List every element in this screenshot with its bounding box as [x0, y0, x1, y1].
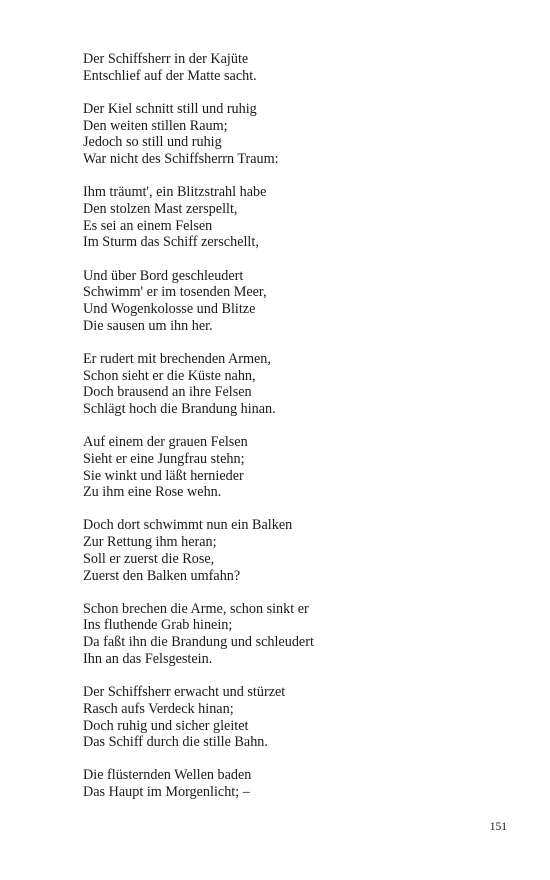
stanza [83, 351, 503, 418]
poem-line: Ihm träumt', ein Blitzstrahl habe [83, 184, 267, 201]
poem-line: Der Schiffsherr in der Kajüte [83, 51, 249, 67]
stanza [83, 684, 503, 751]
stanza [83, 101, 503, 168]
poem-line: Das Schiff durch die stille Bahn. [83, 734, 268, 751]
poem-line: Er rudert mit brechenden Armen, [83, 350, 271, 367]
stanza [83, 601, 503, 668]
poem-line: Der Schiffsherr erwacht und stürzet [83, 684, 286, 701]
poem-line: Schlägt hoch die Brandung hinan. [83, 400, 276, 417]
poem-line: Die flüsternden Wellen baden [83, 767, 252, 784]
poem-line: Zuerst den Balken umfahn? [83, 567, 241, 584]
poem-line: Sieht er eine Jungfrau stehn; [83, 450, 245, 467]
stanza [83, 268, 503, 335]
stanza [83, 517, 503, 584]
poem-line: Entschlief auf der Matte sacht. [83, 67, 257, 84]
poem-line: Da faßt ihn die Brandung und schleudert [83, 634, 314, 651]
page-number: 151 [489, 821, 507, 833]
stanza [83, 767, 503, 800]
poem-line: Jedoch so still und ruhig [83, 134, 222, 151]
poem-line: Rasch aufs Verdeck hinan; [83, 700, 234, 717]
poem-line: Auf einem der grauen Felsen [83, 434, 248, 451]
stanza [83, 184, 503, 251]
poem-line: Es sei an einem Felsen [83, 217, 213, 234]
poem-line: Den stolzen Mast zerspellt, [83, 200, 238, 217]
stanza [83, 51, 503, 84]
poem-line: Zur Rettung ihm heran; [83, 534, 217, 551]
poem-line: Doch ruhig und sicher gleitet [83, 717, 249, 734]
poem-line: Und Wogenkolosse und Blitze [83, 300, 256, 317]
stanza [83, 434, 503, 501]
poem-line: Den weiten stillen Raum; [83, 117, 228, 134]
poem-line: Ihn an das Felsgestein. [83, 650, 213, 667]
poem-line: Der Kiel schnitt still und ruhig [83, 100, 257, 117]
poem-line: Und über Bord geschleudert [83, 267, 244, 284]
poem-line: Zu ihm eine Rose wehn. [83, 484, 222, 501]
poem-line: Sie winkt und läßt hernieder [83, 467, 244, 484]
poem-line: Schwimm' er im tosenden Meer, [83, 284, 267, 301]
poem-line: Doch dort schwimmt nun ein Balken [83, 517, 293, 534]
poem-line: Schon sieht er die Küste nahn, [83, 367, 256, 384]
poem-line: Schon brechen die Arme, schon sinkt er [83, 600, 309, 617]
poem-line: Die sausen um ihn her. [83, 317, 213, 334]
poem-line: Im Sturm das Schiff zerschellt, [83, 234, 259, 251]
poem-line: Ins fluthende Grab hinein; [83, 617, 233, 634]
poem-text [83, 51, 503, 817]
poem-line: Doch brausend an ihre Felsen [83, 384, 252, 401]
poem-line: War nicht des Schiffsherrn Traum: [83, 151, 279, 168]
poem-line: Soll er zuerst die Rose, [83, 550, 215, 567]
poem-line: Das Haupt im Morgenlicht; – [83, 784, 250, 801]
